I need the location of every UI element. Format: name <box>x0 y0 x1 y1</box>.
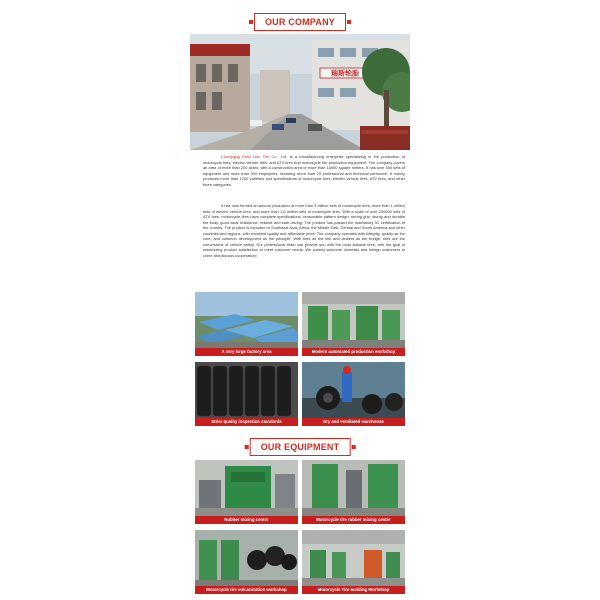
tire-molding-workshop-photo <box>302 530 405 586</box>
photo-card <box>195 362 298 426</box>
production-workshop-photo <box>302 292 405 348</box>
photo-caption: Motorcycle tire vulcanization workshop <box>195 586 298 594</box>
product-detail-page <box>190 0 410 600</box>
our-company-heading: OUR COMPANY <box>254 13 346 31</box>
company-name: Chongqing Ruisi Lidu Tire Co., Ltd. <box>221 154 288 159</box>
warehouse-photo <box>302 362 405 418</box>
photo-caption: Dry and ventilated warehouse <box>302 418 405 426</box>
company-intro-paragraph: Chongqing Ruisi Lidu Tire Co., Ltd. is a manufacturing enterprise specializing in the production of motorcycle tires, electric vehicle tires, and ATV tires And motorcycle tire production equipment. The company covers an area of more than 200 acres, with a construction area of more than 10000 square meters. It has over 500 sets of equipment and more than 300 employees, including more than 20 professional and technical personnel. It mainly produces more than 1200 varieties and specifications of motorcycle tires, electric vehicle tires, ATV tires, and other three categories. <box>203 154 405 187</box>
photo-card <box>302 460 405 524</box>
photo-caption: Strict quality inspection standards <box>195 418 298 426</box>
vulcanization-workshop-photo <box>195 530 298 586</box>
tire-rubber-mixing-center-photo <box>302 460 405 516</box>
photo-card <box>195 292 298 356</box>
rubber-mixing-center-photo <box>195 460 298 516</box>
photo-card <box>195 460 298 524</box>
our-equipment-heading: OUR EQUIPMENT <box>250 438 351 456</box>
factory-area-photo <box>195 292 298 348</box>
photo-caption: Motorcycle Tire Molding Workshop <box>302 586 405 594</box>
photo-caption: Modern automated production workshop <box>302 348 405 356</box>
company-production-paragraph: It has now formed an annual production of more than 3 million sets of motorcycle tires, more than 1 million sets of electric vehicle tires, and more than 1.8 million sets of motorcycle tires. With a scale of over 200000 sets of ATV tires, motorcycle tires have complete specifications, reasonable pattern design, strong grip, sturdy and durable tire body, good wear resistance, reliable and safe driving. The product has passed the mandatory 3C certification of the country. The product is exported to Southeast Asia, Africa, the Middle East, Central and South America and other countries and regions, with excellent quality and affordable price! The company operates with integrity, quality as the core, and common development as the principle. With tires as the link and dealers as the bridge, tires are the cornerstone of vehicle safety. Our professional team can provide you with the most suitable tires, with the goal of maximizing product satisfaction to meet customer needs. We warmly welcome domestic and foreign customers to come and discuss cooperation! <box>203 203 405 258</box>
photo-card <box>302 362 405 426</box>
photo-caption: A very large factory area <box>195 348 298 356</box>
factory-entrance-photo <box>190 34 410 150</box>
photo-card <box>195 530 298 594</box>
photo-caption: Rubber mixing center <box>195 516 298 524</box>
photo-card <box>302 292 405 356</box>
quality-inspection-photo <box>195 362 298 418</box>
photo-card <box>302 530 405 594</box>
factory-sign-text: 瑞斯轮胎 <box>331 69 359 78</box>
photo-caption: Motorcycle tire rubber mixing center <box>302 516 405 524</box>
